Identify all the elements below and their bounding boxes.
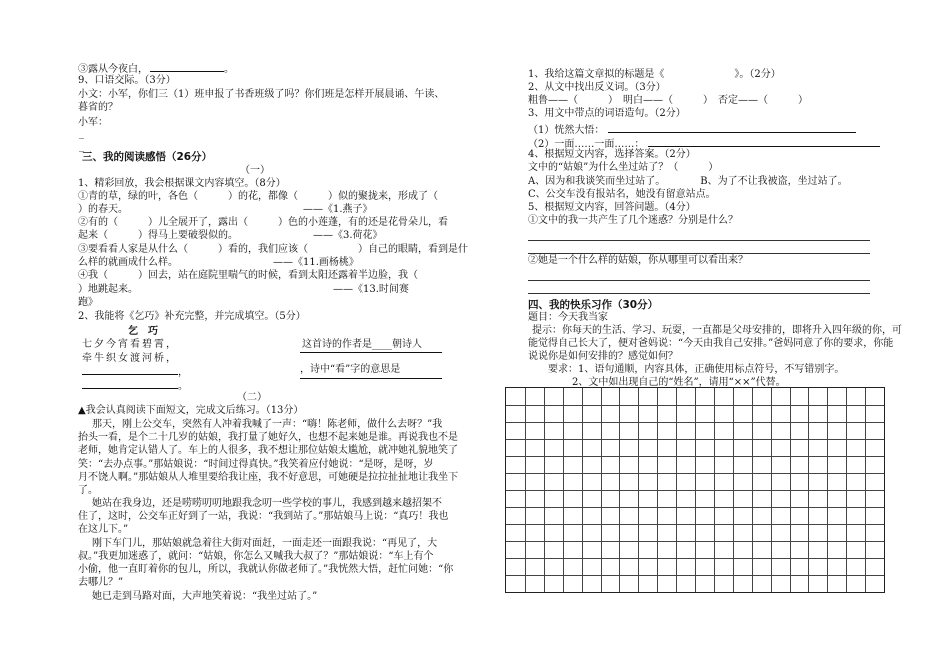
essay-hint: 提示：你每天的生活、学习、玩耍，一直都是父母安排的，即将升入四年级的你，可 xyxy=(532,325,902,336)
reading-q1: 1、精彩回放，我会根据课文内容填空。（8分） xyxy=(78,178,286,189)
essay-topic: 题目：今天我当家 xyxy=(528,312,608,323)
poem-title: 乞 巧 xyxy=(128,326,158,337)
answer-line[interactable] xyxy=(528,280,870,281)
grid-row-line xyxy=(506,524,884,525)
poem-answer-blank[interactable] xyxy=(300,352,442,353)
grid-row-line xyxy=(506,575,884,576)
question-2: 2、从文中找出反义词。（3分） xyxy=(528,82,666,93)
answer-line[interactable] xyxy=(528,240,870,241)
passage-line: 笑：“去办点事。”那姑娘说：“时间过得真快。”我笑着应付她说：“是呀，是呀，岁 xyxy=(78,459,434,470)
question-4: 4、根据短文内容，选择答案。（2分） xyxy=(528,149,696,160)
passage-line: 那天，刚上公交车，突然有人冲着我喊了一声：“嗨！陈老师，做什么去呀？”我 xyxy=(92,419,443,430)
fill-line: ②有的（ ）儿全展开了，露出（ ）色的小莲蓬，有的还是花骨朵儿，看 xyxy=(78,217,448,228)
fill-line: ）的春天。 ——《1.燕子》 xyxy=(78,204,373,215)
writing-grid[interactable] xyxy=(505,387,885,593)
grid-row-line xyxy=(506,490,884,491)
answer-blank[interactable] xyxy=(150,60,224,72)
sentence-item: （1）恍然大悟： xyxy=(528,121,856,138)
poem-blank[interactable]: ， xyxy=(82,363,188,380)
poem-blank[interactable]: 。 xyxy=(82,377,188,394)
reading-q2: 2、我能将《乞巧》补充完整，并完成填空。（5分） xyxy=(78,311,306,322)
passage-line: 她站在我身边，还是唠唠叨叨地跟我念叨一些学校的事儿，我感到越来越招架不 xyxy=(92,498,442,509)
answer-dash[interactable]: _ xyxy=(79,128,84,139)
passage-line: 了。 xyxy=(78,485,98,496)
fill-line: ③要看看人家是从什么（ ）看的，我们应该（ ）自己的眼睛，看到是什 xyxy=(78,244,468,255)
fill-line: 跑》 xyxy=(78,297,98,308)
fill-line: ①青的草，绿的叶，各色（ ）的花，都像（ ）似的聚拢来，形成了（ xyxy=(78,191,438,202)
choice-ab: A、因为和我谈笑而坐过站了。 B、为了不让我被盗，坐过站了。 xyxy=(528,176,848,187)
question-5: 5、根据短文内容，回答问题。（4分） xyxy=(528,202,696,213)
passage-line: 小偷，他一直盯着你的包儿，所以，我就认你做老师了。”我恍然大悟，赶忙问她：“你 xyxy=(78,564,454,575)
section-3-title: 三、我的阅读感悟（26分） xyxy=(82,151,213,163)
section-4-title: 四、我的快乐习作（30分） xyxy=(528,299,659,311)
grid-row-line xyxy=(506,405,884,406)
passage-line: 刚下车门儿，那姑娘就急着往大街对面赶，一面走还一面跟我说：“再见了，大 xyxy=(92,538,438,549)
fill-line: 起来（ ）得马上要破裂似的。 ——《3.荷花》 xyxy=(78,230,383,241)
grid-row-line xyxy=(506,541,884,542)
dialogue-line: 暮省的？ xyxy=(78,102,118,113)
grid-row-line xyxy=(506,439,884,440)
question-8-3: ③露从今夜白， 。 xyxy=(78,60,234,77)
question-5-1: ①文中的我一共产生了几个迷惑？分别是什么？ xyxy=(528,215,738,226)
grid-row-line xyxy=(506,422,884,423)
poem-answer-blank[interactable] xyxy=(300,378,442,379)
passage-line: 抬头一看，是个二十几岁的姑娘，我打量了她好久，也想不起来她是谁。再说我也不是 xyxy=(78,432,458,443)
passage-line: 叔。”我更加迷惑了，就问：“姑娘，你怎么又喊我大叔了？”那姑娘说：“车上有个 xyxy=(78,551,434,562)
fill-line: 么样的就画成什么样。 ——《11.画杨桃》 xyxy=(78,257,359,268)
essay-requirement: 要求：1、语句通顺，内容具体，正确使用标点符号，不写错别字。 xyxy=(548,364,845,375)
passage-line: 老师，她肯定认错人了。车上的人很多，我不想让那位姑娘太尴尬，就冲她礼貌地笑了 xyxy=(78,445,458,456)
fill-line: ）地跳起来。 ——《13.时间赛 xyxy=(78,284,409,295)
grid-row-line xyxy=(506,473,884,474)
dialogue-line: 小文：小军，你们三（1）班申报了书香班级了吗？你们班是怎样开展晨诵、午读、 xyxy=(78,89,445,100)
essay-hint: 说说你是如何安排的？感觉如何？ xyxy=(528,351,678,362)
passage-line: 在这儿下。” xyxy=(78,524,129,535)
poem-question: 这首诗的作者是____朝诗人 xyxy=(302,339,422,350)
question-1: 1、我给这篇文章拟的标题是《 》。（2分） xyxy=(528,69,781,80)
answer-dash[interactable]: _ xyxy=(79,141,84,152)
passage-intro: ▲我会认真阅读下面短文，完成文后练习。（13分） xyxy=(78,405,304,416)
grid-row-line xyxy=(506,507,884,508)
fill-line: ④我（ ）回去，站在庭院里喘气的时候，看到太阳还露着半边脸，我（ xyxy=(78,270,418,281)
answer-line[interactable] xyxy=(648,135,880,147)
poem-question: ，诗中“看”字的意思是 xyxy=(300,364,401,375)
grid-row-line xyxy=(506,558,884,559)
passage-line: 她已走到马路对面，大声地笑着说：“我坐过站了。” xyxy=(92,591,318,602)
part-2-label: （二） xyxy=(237,392,267,403)
passage-line: 住了，这时，公交车正好到了一站，我说：“我到站了。”那姑娘马上说：“真巧！我也 xyxy=(78,511,449,522)
passage-line: 去哪儿？” xyxy=(78,577,124,588)
choice-c: C、公交车没有报站名，她没有留意站点。 xyxy=(528,189,716,200)
answer-line[interactable] xyxy=(608,121,856,133)
part-1-label: （一） xyxy=(240,165,270,176)
passage-line: 月不饶人啊。”那姑娘从人堆里要给我让座，我不好意思，可她硬是拉拉扯扯地让我坐下 xyxy=(78,472,459,483)
question-5-2: ②她是一个什么样的姑娘，你从哪里可以看出来？ xyxy=(528,255,748,266)
antonym-blanks: 粗鲁——（ ） 明白——（ ） 否定——（ ） xyxy=(528,95,808,106)
poem-line: 七夕今宵看碧霄， xyxy=(82,339,178,350)
question-9-title: 9、口语交际。（3分） xyxy=(78,75,176,86)
question-4-prompt: 文中的“姑娘”为什么坐过站了？（ ） xyxy=(528,162,719,173)
essay-requirement: 2、文中如出现自己的“姓名”，请用“××”代替。 xyxy=(572,377,786,388)
answer-line[interactable] xyxy=(528,293,870,294)
essay-hint: 能觉得自己长大了，便对爸妈说：“今天由我自己安排。”爸妈同意了你的要求，你能 xyxy=(528,338,894,349)
grid-row-line xyxy=(506,456,884,457)
xiaojun-label: 小军： xyxy=(78,117,108,128)
poem-line: 牵牛织女渡河桥， xyxy=(82,353,178,364)
sentence-item: （2）一面……一面……： xyxy=(528,135,880,152)
question-3: 3、用文中带点的词语造句。（2分） xyxy=(528,108,686,119)
